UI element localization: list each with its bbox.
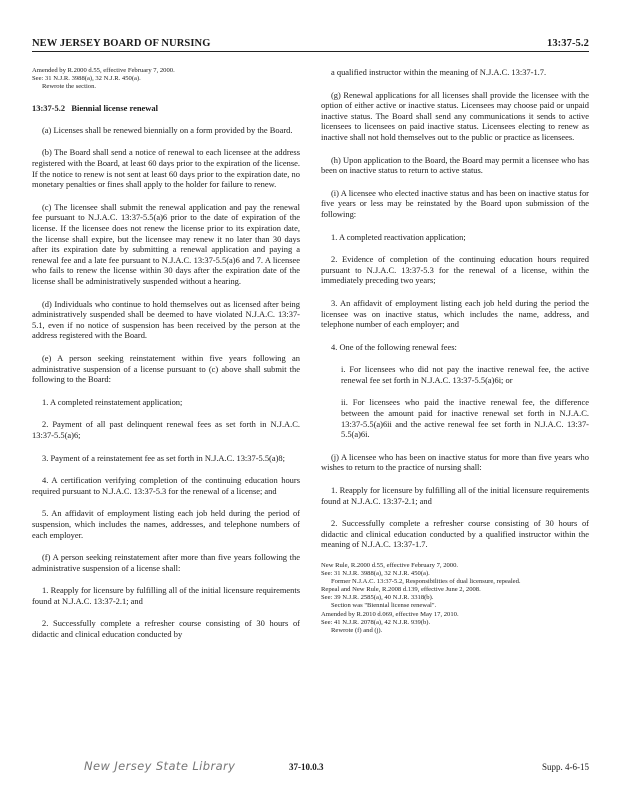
list-item: 5. An affidavit of employment listing each job held during the period of suspension, which includes the names, addresses, and telephone numbers of each employer. xyxy=(32,508,300,540)
running-header xyxy=(32,38,589,52)
supplement-date: Supp. 4-6-15 xyxy=(542,762,589,772)
paragraph-h: (h) Upon application to the Board, the Board may permit a licensee who has been on inactive status to return to active status. xyxy=(321,154,589,176)
paragraph-i: (i) A licensee who elected inactive status and has been on inactive status for five years or less may be reinstated by the Board upon submission of the following: xyxy=(321,187,589,219)
page-number: 37-10.0.3 xyxy=(289,762,324,772)
list-item: 1. A completed reinstatement application; xyxy=(42,396,183,407)
history-line: Repeal and New Rule, R.2008 d.139, effective June 2, 2008. xyxy=(321,586,481,594)
list-item: 1. Reapply for licensure by fulfilling all of the initial licensure requirements found at N.J.A.C. 13:37-2.1; and xyxy=(32,585,300,606)
paragraph-d: (d) Individuals who continue to hold themselves out as licensed after being administratively suspended shall be deemed to have violated N.J.A.C. 13:37-5.1, even if no notice of suspension has been received by the person at the address registered with the Board. xyxy=(32,298,300,341)
history-note-bottom xyxy=(321,562,589,635)
list-item: 1. Reapply for licensure by fulfilling all of the initial licensure requirements found at N.J.A.C. 13:37-2.1; and xyxy=(321,485,589,506)
history-line: See: 31 N.J.R. 3988(a), 32 N.J.R. 450(a). xyxy=(32,75,141,83)
list-item: 2. Successfully complete a refresher course consisting of 30 hours of didactic and clinical education conducted by xyxy=(32,618,300,640)
page-footer xyxy=(32,759,589,779)
paragraph-g: (g) Renewal applications for all licenses shall provide the licensee with the option of either active or inactive status. Licensees may choose paid or unpaid inactive status. The Board shall send any communications it sends to active licensees to licensees on paid inactive status. Licensees electing to renew as inactive shall not hold themselves out to the public or practice as licensees. xyxy=(321,89,589,142)
history-line: Amended by R.2000 d.55, effective February 7, 2000. xyxy=(32,67,175,74)
history-line: Former N.J.A.C. 13:37-5.2, Responsibilities of dual licensure, repealed. xyxy=(331,578,521,586)
list-item: 4. A certification verifying completion of the continuing education hours required pursuant to N.J.A.C. 13:37-5.3 for the renewal of a license; and xyxy=(32,475,300,496)
list-item: 3. Payment of a reinstatement fee as set forth in N.J.A.C. 13:37-5.5(a)8; xyxy=(42,452,285,463)
history-line: See: 41 N.J.R. 2078(a), 42 N.J.R. 939(b). xyxy=(321,618,431,626)
history-line: See: 31 N.J.R. 3988(a), 32 N.J.R. 450(a). xyxy=(321,570,430,578)
paragraph-f: (f) A person seeking reinstatement after more than five years following the administrative suspension of a license shall: xyxy=(32,552,300,573)
paragraph-j: (j) A licensee who has been on inactive status for more than five years who wishes to return to the practice of nursing shall: xyxy=(321,451,589,473)
history-note-top xyxy=(32,67,300,91)
paragraph-b: (b) The Board shall send a notice of renewal to each licensee at the address registered with the Board, at least 60 days prior to the expiration of the license. If the notice to renew is not sent at least 60 days prior to the expiration date, no monetary penalties or fines shall apply to the holder for failure to renew. xyxy=(32,147,300,190)
header-title: NEW JERSEY BOARD OF NURSING xyxy=(32,38,211,49)
header-section-number: 13:37-5.2 xyxy=(546,38,589,49)
paragraph-a: (a) Licenses shall be renewed biennially on a form provided by the Board. xyxy=(42,124,293,135)
list-item: 2. Evidence of completion of the continuing education hours required pursuant to N.J.A.C. 13:37-5.3 for the renewal of a license, within the immediately preceding two years; xyxy=(321,254,589,286)
section-number: 13:37-5.2 xyxy=(32,103,66,114)
paragraph-c: (c) The licensee shall submit the renewal application and pay the renewal fee pursuant to N.J.A.C. 13:37-5.5(a)6 prior to the date of expiration of the license. If the licensee does not renew the license prior to its expiration date, the license shall expire, but the licensee may renew it no later than 30 days after its expiration date by submitting a renewal application and paying a renewal fee and a late fee pursuant to N.J.A.C. 13:37-5.5(a)6 and 7. A licensee who fails to renew the license within 30 days after the expiration date of the license shall be administratively suspended without a hearing. xyxy=(32,201,300,286)
sub-list-item: i. For licensees who did not pay the inactive renewal fee, the active renewal fee set forth in N.J.A.C. 13:37-5.5(a)6i; or xyxy=(341,364,589,385)
right-column xyxy=(321,67,589,647)
library-stamp: New Jersey State Library xyxy=(84,759,236,773)
history-line: Section was "Biennial license renewal". xyxy=(331,602,437,610)
paragraph-e: (e) A person seeking reinstatement within five years following an administrative suspension of a license pursuant to (c) above shall submit the following to the Board: xyxy=(32,352,300,385)
list-item: 3. An affidavit of employment listing each job held during the period the licensee was on inactive status, which includes the name, address, and telephone number of each employer; and xyxy=(321,297,589,330)
history-line: Rewrote (f) and (j). xyxy=(331,626,383,634)
list-item: 1. A completed reactivation application; xyxy=(331,231,466,242)
section-title: Biennial license renewal xyxy=(71,103,158,114)
list-item: 2. Successfully complete a refresher course consisting of 30 hours of didactic and clinical education conducted by a qualified instructor within the meaning of N.J.A.C. 13:37-1.7. xyxy=(321,518,589,550)
section-heading xyxy=(32,103,300,114)
list-item: 4. One of the following renewal fees: xyxy=(331,341,457,352)
history-line: Rewrote the section. xyxy=(42,83,97,91)
history-line: New Rule, R.2000 d.55, effective February 7, 2000. xyxy=(321,562,459,569)
history-line: Amended by R.2010 d.069, effective May 17, 2010. xyxy=(321,610,459,618)
history-line: See: 39 N.J.R. 2585(a), 40 N.J.R. 3318(b). xyxy=(321,594,434,602)
left-column xyxy=(32,67,300,652)
list-item: 2. Payment of all past delinquent renewal fees as set forth in N.J.A.C. 13:37-5.5(a)6; xyxy=(32,419,300,440)
sub-list-item: ii. For licensees who paid the inactive renewal fee, the difference between the amount paid for inactive renewal set forth in N.J.A.C. 13:37-5.5(a)6ii and the active renewal fee set forth in N.J.A.C. 13:37-5.5(a)6i. xyxy=(341,397,589,440)
paragraph-f-continued: a qualified instructor within the meaning of N.J.A.C. 13:37-1.7. xyxy=(331,67,547,77)
